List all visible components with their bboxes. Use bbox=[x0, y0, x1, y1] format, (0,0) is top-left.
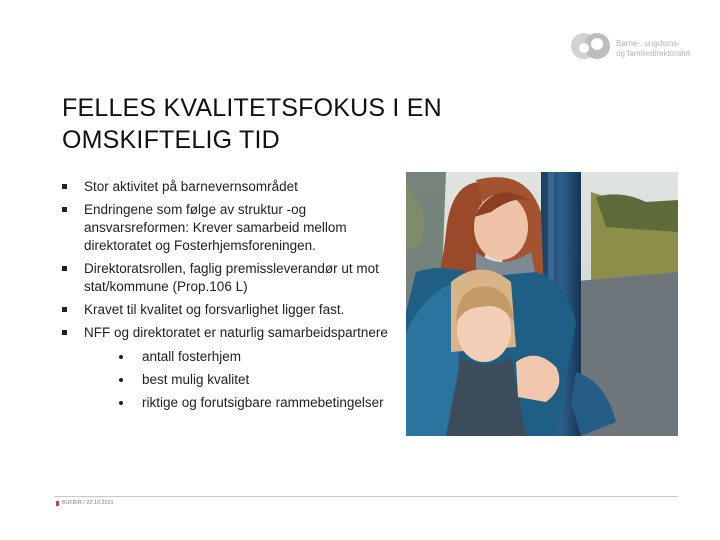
sub-bullet-item bbox=[84, 394, 392, 412]
round-bullet-icon bbox=[119, 378, 123, 382]
logo-line-1: Barne-, ungdoms- bbox=[616, 39, 681, 48]
square-bullet-icon bbox=[62, 307, 67, 312]
bullet-item bbox=[62, 324, 392, 412]
footer-text: BUFDIR / 22.10.2021 bbox=[62, 500, 114, 506]
bufdir-logo bbox=[570, 30, 710, 64]
round-bullet-icon bbox=[119, 355, 123, 359]
bullet-text: Stor aktivitet på barnevernsområdet bbox=[84, 179, 298, 194]
bullet-text: Endringene som følge av struktur -og ansvarsreformen: Krever samarbeid mellom direktoratet og Fosterhjemsforeningen. bbox=[84, 202, 347, 253]
bullet-text: Direktoratsrollen, faglig premissleverandør ut mot stat/kommune (Prop.106 L) bbox=[84, 261, 379, 294]
photo-illustration bbox=[406, 172, 678, 436]
bullet-item bbox=[62, 178, 392, 196]
footer-divider bbox=[54, 496, 678, 497]
bullet-item bbox=[62, 260, 392, 296]
slide-title bbox=[62, 92, 532, 156]
bullet-text: Kravet til kvalitet og forsvarlighet ligger fast. bbox=[84, 302, 345, 317]
logo-wordmark bbox=[616, 39, 712, 59]
bullet-item bbox=[62, 201, 392, 255]
bullet-list bbox=[62, 178, 392, 417]
title-line-1: FELLES KVALITETSFOKUS I EN bbox=[62, 94, 442, 122]
footer-accent-mark bbox=[56, 501, 59, 506]
square-bullet-icon bbox=[62, 330, 67, 335]
sub-bullet-list bbox=[84, 348, 392, 412]
sub-bullet-item bbox=[84, 371, 392, 389]
bullet-item bbox=[62, 301, 392, 319]
logo-line-2: og familiedirektoratet bbox=[616, 49, 691, 58]
bullet-text: NFF og direktoratet er naturlig samarbeidspartnere bbox=[84, 325, 388, 340]
title-line-2: OMSKIFTELIG TID bbox=[62, 126, 280, 154]
square-bullet-icon bbox=[62, 266, 67, 271]
round-bullet-icon bbox=[119, 401, 123, 405]
sub-bullet-item bbox=[84, 348, 392, 366]
sub-bullet-text: antall fosterhjem bbox=[142, 349, 242, 364]
sub-bullet-text: best mulig kvalitet bbox=[142, 372, 250, 387]
photo-woman-and-child bbox=[406, 172, 678, 436]
square-bullet-icon bbox=[62, 207, 67, 212]
square-bullet-icon bbox=[62, 184, 67, 189]
bufdir-logo-icon bbox=[570, 30, 612, 62]
sub-bullet-text: riktige og forutsigbare rammebetingelser bbox=[142, 395, 384, 410]
